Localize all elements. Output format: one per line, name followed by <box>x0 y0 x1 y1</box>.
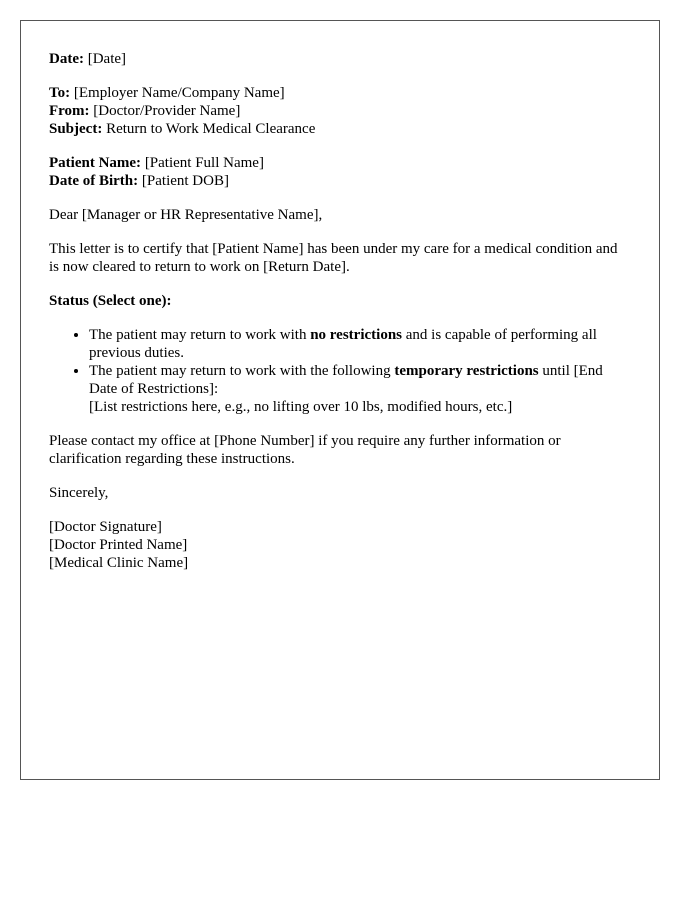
status-option-no-restrictions <box>89 326 631 362</box>
body-paragraph: This letter is to certify that [Patient Name] has been under my care for a medical condition and is now cleared to return to work on [Return Date]. <box>49 241 618 275</box>
patient-name-line <box>49 154 631 172</box>
option1-bold: no restrictions <box>310 327 402 343</box>
patient-name-value: [Patient Full Name] <box>144 155 264 171</box>
option2-before: The patient may return to work with the following <box>89 363 395 379</box>
date-value: [Date] <box>87 51 127 67</box>
from-line <box>49 102 631 120</box>
date-line <box>49 50 631 68</box>
dob-value: [Patient DOB] <box>141 173 229 189</box>
to-label: To: <box>49 85 71 101</box>
doctor-printed-name: [Doctor Printed Name] <box>49 537 188 553</box>
status-option-temporary-restrictions <box>89 362 631 416</box>
signature-block <box>49 518 631 572</box>
to-value: [Employer Name/Company Name] <box>73 85 285 101</box>
letter-page <box>20 20 660 780</box>
contact-paragraph: Please contact my office at [Phone Number] if you require any further information or clarification regarding these instructions. <box>49 433 561 467</box>
restrictions-list-line: [List restrictions here, e.g., no lifting over 10 lbs, modified hours, etc.] <box>89 399 513 415</box>
patient-name-label: Patient Name: <box>49 155 142 171</box>
subject-label: Subject: <box>49 121 103 137</box>
option1-before: The patient may return to work with <box>89 327 311 343</box>
dob-label: Date of Birth: <box>49 173 139 189</box>
closing: Sincerely, <box>49 485 109 501</box>
salutation: Dear [Manager or HR Representative Name], <box>49 207 323 223</box>
patient-block <box>49 154 631 190</box>
option2-after: until [End Date of Restrictions]: <box>89 363 603 397</box>
option2-bold: temporary restrictions <box>394 363 539 379</box>
status-heading: Status (Select one): <box>49 293 172 309</box>
doctor-signature: [Doctor Signature] <box>49 519 162 535</box>
from-label: From: <box>49 103 90 119</box>
status-options-list <box>49 326 631 416</box>
to-line <box>49 84 631 102</box>
date-label: Date: <box>49 51 84 67</box>
header-block <box>49 84 631 138</box>
subject-line <box>49 120 631 138</box>
dob-line <box>49 172 631 190</box>
option1-after: and is capable of performing all previous duties. <box>89 327 597 361</box>
subject-value: Return to Work Medical Clearance <box>106 121 316 137</box>
clinic-name: [Medical Clinic Name] <box>49 555 189 571</box>
from-value: [Doctor/Provider Name] <box>93 103 241 119</box>
